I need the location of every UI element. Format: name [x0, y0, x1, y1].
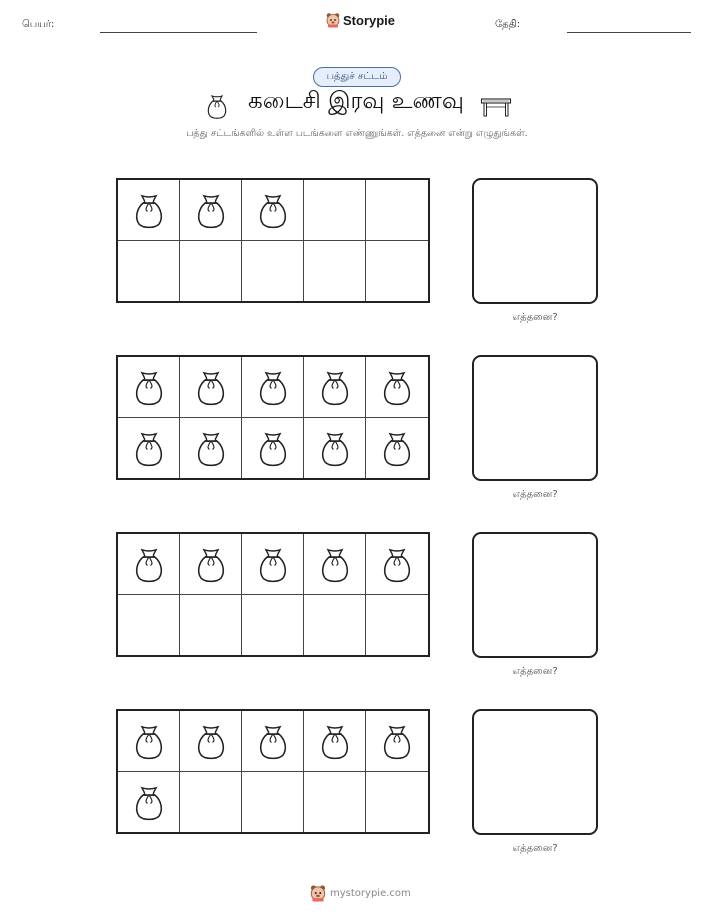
- frame-cell: [366, 711, 428, 772]
- frame-cell: [242, 534, 304, 595]
- money-bag-icon: [132, 367, 166, 407]
- frame-cell: [242, 357, 304, 418]
- money-bag-icon: [132, 544, 166, 584]
- frame-cell: [366, 418, 428, 479]
- frame-cell: [242, 241, 304, 302]
- ten-frame-2: [116, 355, 430, 480]
- money-bag-icon: [318, 721, 352, 761]
- footer-url: mystorypie.com: [330, 887, 411, 899]
- frame-cell: [118, 180, 180, 241]
- brand: [326, 12, 395, 28]
- storypie-logo-icon: [310, 884, 326, 902]
- frame-cell: [118, 418, 180, 479]
- money-bag-icon: [380, 367, 414, 407]
- frame-cell: [118, 357, 180, 418]
- frame-cell: [366, 595, 428, 656]
- frame-cell: [304, 534, 366, 595]
- frame-cell: [180, 711, 242, 772]
- money-bag-icon: [318, 544, 352, 584]
- frame-cell: [304, 418, 366, 479]
- frame-cell: [366, 180, 428, 241]
- frame-cell: [118, 595, 180, 656]
- frame-cell: [304, 772, 366, 833]
- answer-box-4[interactable]: [472, 709, 598, 835]
- answer-box-1[interactable]: [472, 178, 598, 304]
- frame-cell: [242, 772, 304, 833]
- frame-cell: [366, 357, 428, 418]
- money-bag-icon: [318, 428, 352, 468]
- ten-frame-1: [116, 178, 430, 303]
- name-label: பெயர்:: [22, 19, 55, 30]
- answer-box-3[interactable]: [472, 532, 598, 658]
- ten-frame-4: [116, 709, 430, 834]
- worksheet-title: கடைசி இரவு உணவு: [248, 88, 464, 114]
- answer-label-1: எத்தனை?: [512, 312, 558, 323]
- frame-cell: [304, 595, 366, 656]
- money-bag-icon: [194, 367, 228, 407]
- money-bag-icon: [194, 190, 228, 230]
- brand-name: Storypie: [343, 12, 396, 28]
- money-bag-icon: [256, 190, 290, 230]
- frame-cell: [180, 180, 242, 241]
- storypie-logo-icon: [326, 12, 340, 28]
- title-row: [0, 88, 714, 122]
- frame-cell: [180, 241, 242, 302]
- money-bag-icon: [256, 721, 290, 761]
- money-bag-icon: [318, 367, 352, 407]
- money-bag-icon: [194, 544, 228, 584]
- money-bag-icon: [380, 428, 414, 468]
- frame-cell: [366, 772, 428, 833]
- frame-cell: [304, 241, 366, 302]
- answer-label-4: எத்தனை?: [512, 843, 558, 854]
- frame-cell: [118, 241, 180, 302]
- money-bag-icon: [132, 721, 166, 761]
- frame-cell: [366, 241, 428, 302]
- money-bag-icon: [194, 428, 228, 468]
- instructions: பத்து சட்டங்களில் உள்ள படங்களை எண்ணுங்கள். எத்தனை என்று எழுதுங்கள்.: [186, 128, 528, 139]
- frame-cell: [180, 534, 242, 595]
- frame-cell: [242, 711, 304, 772]
- money-bag-icon: [132, 428, 166, 468]
- money-bag-icon: [256, 544, 290, 584]
- money-bag-icon: [132, 782, 166, 822]
- ten-frame-3: [116, 532, 430, 657]
- frame-cell: [118, 534, 180, 595]
- frame-cell: [242, 595, 304, 656]
- frame-cell: [304, 180, 366, 241]
- answer-box-2[interactable]: [472, 355, 598, 481]
- frame-cell: [180, 418, 242, 479]
- money-bag-icon: [256, 367, 290, 407]
- frame-cell: [242, 418, 304, 479]
- money-bag-icon: [256, 428, 290, 468]
- frame-cell: [242, 180, 304, 241]
- name-line: [100, 32, 257, 33]
- money-bag-icon: [380, 721, 414, 761]
- answer-label-2: எத்தனை?: [512, 489, 558, 500]
- table-icon: [480, 96, 512, 118]
- frame-cell: [304, 357, 366, 418]
- date-label: தேதி:: [495, 19, 521, 30]
- frame-cell: [366, 534, 428, 595]
- frame-cell: [180, 595, 242, 656]
- money-bag-icon: [194, 721, 228, 761]
- worksheet-type-badge: பத்துச் சட்டம்: [313, 67, 401, 87]
- footer: [310, 884, 411, 902]
- frame-cell: [118, 772, 180, 833]
- date-line: [567, 32, 691, 33]
- frame-cell: [180, 772, 242, 833]
- frame-cell: [180, 357, 242, 418]
- money-bag-icon: [205, 92, 229, 120]
- money-bag-icon: [380, 544, 414, 584]
- frame-cell: [118, 711, 180, 772]
- money-bag-icon: [132, 190, 166, 230]
- frame-cell: [304, 711, 366, 772]
- answer-label-3: எத்தனை?: [512, 666, 558, 677]
